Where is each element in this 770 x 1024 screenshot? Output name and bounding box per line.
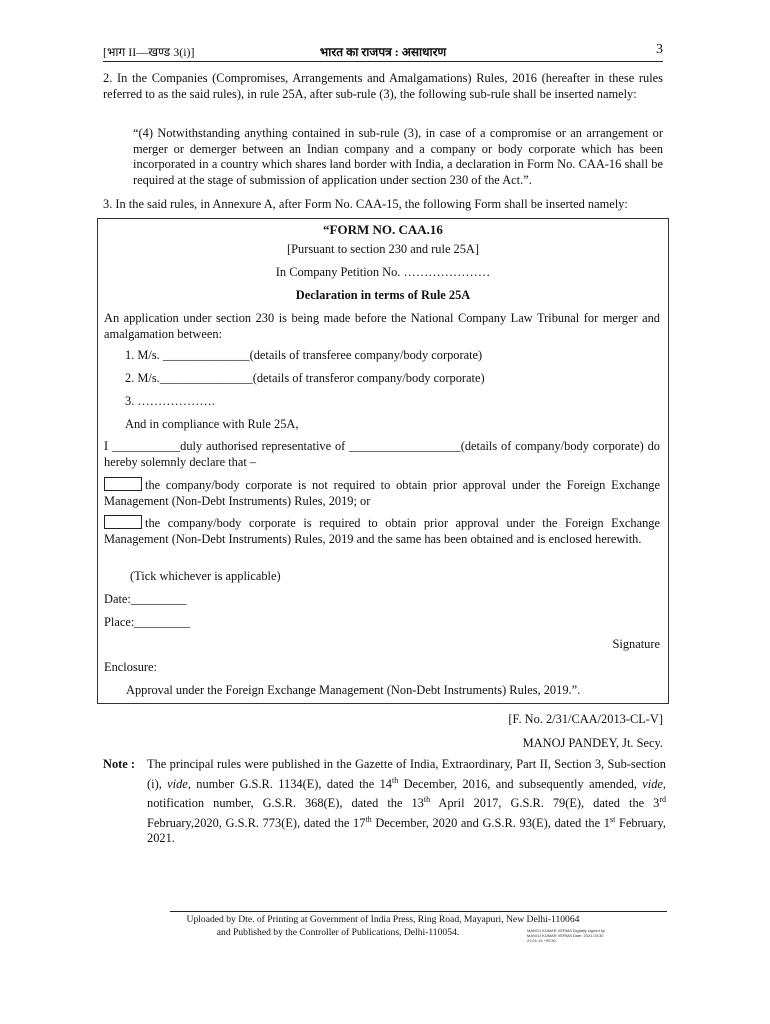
page-number: 3: [656, 42, 663, 57]
header-divider: [103, 61, 663, 62]
form-intro: An application under section 230 is being made before the National Company Law Tribunal for merger and amalgamation between:: [104, 311, 660, 341]
page-header: [103, 43, 663, 61]
form-item-3: 3. ……………….: [125, 394, 215, 408]
option-required-text: the company/body corporate is required to obtain prior approval under the Foreign Exchange Management (Non-Debt Instruments) Rules, 2019 and the same has been obtained and is enclosed herewith.: [104, 516, 660, 546]
form-compliance: And in compliance with Rule 25A,: [125, 417, 299, 431]
file-number: [F. No. 2/31/CAA/2013-CL-V]: [508, 712, 663, 726]
form-tick-instruction: (Tick whichever is applicable): [130, 569, 281, 583]
form-option-not-required: [104, 477, 660, 509]
form-option-required: [104, 515, 660, 547]
form-declare: I ___________duly authorised representative of __________________(details of company/body corporate) do hereby solemnly declare that –: [104, 439, 660, 469]
form-enclosure-label: Enclosure:: [104, 660, 157, 674]
form-item-2: 2. M/s._______________(details of transferor company/body corporate): [125, 371, 485, 385]
form-petition-no: In Company Petition No. …………………: [275, 265, 491, 279]
form-place: Place:_________: [104, 615, 191, 629]
digital-signature-stamp: MANOJ KUMAR VERMA Digitally signed by MANOJ KUMAR VERMA Date: 2021.03.30 22:01:14 +05'30': [527, 928, 606, 943]
form-enclosure-text: Approval under the Foreign Exchange Management (Non-Debt Instruments) Rules, 2019.”.: [126, 683, 581, 697]
tick-box[interactable]: [104, 477, 142, 491]
option-not-required-text: the company/body corporate is not required to obtain prior approval under the Foreign Exchange Management (Non-Debt Instruments) Rules, 2019; or: [104, 478, 660, 508]
form-pursuant: [Pursuant to section 230 and rule 25A]: [286, 242, 480, 256]
footer-line-1: Uploaded by Dte. of Printing at Government of India Press, Ring Road, Mayapuri, New Delhi-110064: [186, 914, 580, 925]
header-gazette-title: भारत का राजपत्र : असाधारण: [319, 45, 447, 59]
sub-rule-4: “(4) Notwithstanding anything contained in sub-rule (3), in case of a compromise or an arrangement or merger or demerger between an Indian company and a company or body corporate which has been incorporated in a country which shares land border with India, a declaration in Form No. CAA-16 shall be required at the stage of submission of application under section 230 of the Act.”.: [133, 126, 663, 187]
footer-divider: [170, 911, 667, 912]
form-caa16-box: [97, 218, 669, 704]
signatory: MANOJ PANDEY, Jt. Secy.: [522, 736, 663, 750]
form-declaration-heading: Declaration in terms of Rule 25A: [295, 288, 471, 302]
footer-line-2: and Published by the Controller of Publications, Delhi-110054.: [216, 926, 460, 938]
form-signature: Signature: [612, 637, 660, 651]
header-part-section: [भाग II—खण्ड 3(i)]: [103, 45, 195, 59]
paragraph-2: 2. In the Companies (Compromises, Arrangements and Amalgamations) Rules, 2016 (hereafter in these rules referred to as the said rules), in rule 25A, after sub-rule (3), the following sub-rule shall be inserted namely:: [103, 71, 663, 101]
note-text: The principal rules were published in the Gazette of India, Extraordinary, Part II, Section 3, Sub-section (i), vide, number G.S.R. 1134(E), dated the 14th December, 2016, and subsequently amended, vide, notification number, G.S.R. 368(E), dated the 13th April 2017, G.S.R. 79(E), dated the 3rd February,2020, G.S.R. 773(E), dated the 17th December, 2020 and G.S.R. 93(E), dated the 1st February, 2021.: [147, 757, 667, 846]
form-item-1: 1. M/s. ______________(details of transferee company/body corporate): [125, 348, 483, 362]
paragraph-3: 3. In the said rules, in Annexure A, after Form No. CAA-15, the following Form shall be inserted namely:: [103, 197, 628, 211]
form-title: “FORM NO. CAA.16: [323, 222, 443, 237]
note-label: Note :: [103, 757, 135, 771]
tick-box[interactable]: [104, 515, 142, 529]
form-date: Date:_________: [104, 592, 187, 606]
